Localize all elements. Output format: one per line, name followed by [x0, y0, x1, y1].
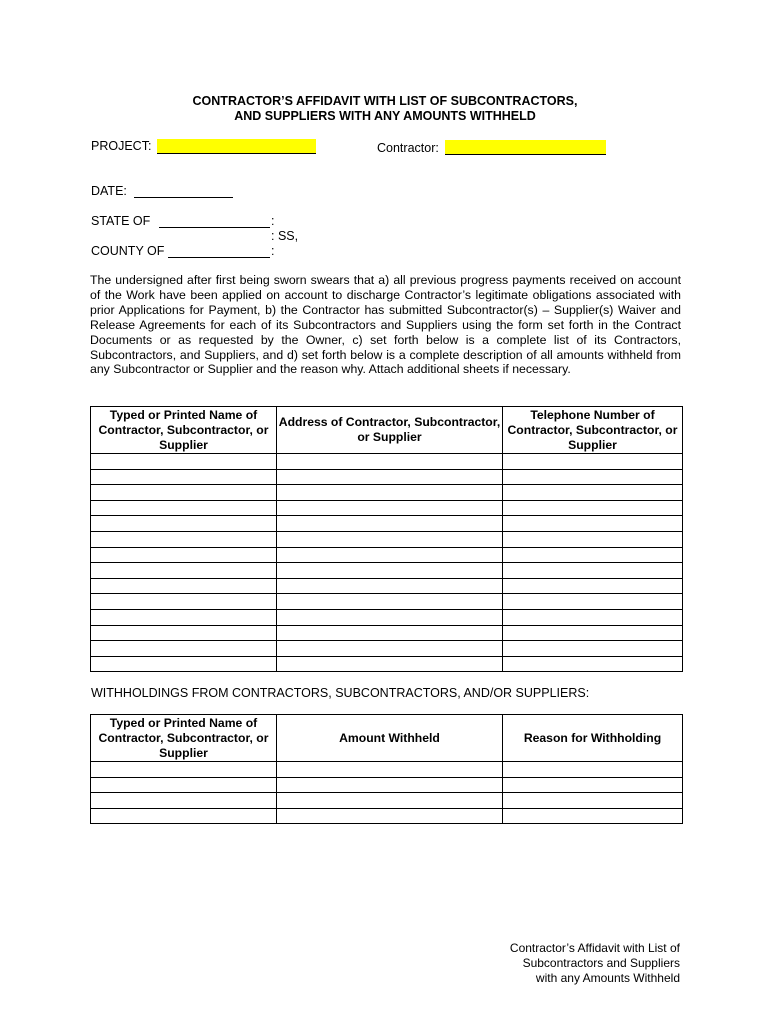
state-field[interactable]: [159, 227, 270, 228]
table-cell[interactable]: [277, 454, 503, 470]
table-cell[interactable]: [277, 656, 503, 672]
table-row: [91, 578, 683, 594]
table-cell[interactable]: [503, 578, 683, 594]
ss-label: : SS,: [271, 229, 299, 243]
table-row: [91, 547, 683, 563]
county-label: COUNTY OF: [91, 244, 165, 258]
table-cell[interactable]: [91, 762, 277, 778]
withholdings-heading: WITHHOLDINGS FROM CONTRACTORS, SUBCONTRACTORS, AND/OR SUPPLIERS:: [91, 686, 590, 700]
table-cell[interactable]: [277, 485, 503, 501]
date-field[interactable]: [134, 197, 233, 198]
table-row: [91, 531, 683, 547]
table-row: [91, 500, 683, 516]
date-label: DATE:: [91, 184, 127, 198]
project-field[interactable]: [157, 139, 316, 154]
table-cell[interactable]: [277, 808, 503, 824]
withholdings-table-body: [91, 762, 683, 824]
table-cell[interactable]: [91, 656, 277, 672]
withholdings-table: [90, 714, 683, 824]
table-cell[interactable]: [503, 531, 683, 547]
table-cell[interactable]: [503, 762, 683, 778]
table-cell[interactable]: [91, 578, 277, 594]
table-cell[interactable]: [91, 454, 277, 470]
table-cell[interactable]: [503, 656, 683, 672]
contractor-field[interactable]: [445, 140, 606, 155]
document-title-line-1: CONTRACTOR’S AFFIDAVIT WITH LIST OF SUBCONTRACTORS,: [192, 94, 578, 108]
table-row: [91, 656, 683, 672]
table-cell[interactable]: [503, 793, 683, 809]
table-cell[interactable]: [503, 777, 683, 793]
document-title-line-2: AND SUPPLIERS WITH ANY AMOUNTS WITHHELD: [234, 109, 536, 123]
county-colon: :: [271, 244, 275, 258]
subcontractor-table: [90, 406, 683, 672]
amount-withheld-header: Amount Withheld: [277, 715, 503, 762]
table-cell[interactable]: [91, 625, 277, 641]
state-label: STATE OF: [91, 214, 151, 228]
table-cell[interactable]: [277, 516, 503, 532]
table-cell[interactable]: [91, 516, 277, 532]
table-row: [91, 454, 683, 470]
table-cell[interactable]: [503, 454, 683, 470]
table-cell[interactable]: [91, 547, 277, 563]
table-cell[interactable]: [91, 641, 277, 657]
table-cell[interactable]: [91, 777, 277, 793]
table-row: [91, 594, 683, 610]
table-row: [91, 808, 683, 824]
name-column-header: Typed or Printed Name of Contractor, Subcontractor, or Supplier: [91, 407, 277, 454]
table-cell[interactable]: [91, 808, 277, 824]
table-cell[interactable]: [503, 594, 683, 610]
table-cell[interactable]: [503, 808, 683, 824]
footer: [510, 941, 680, 986]
table-cell[interactable]: [91, 469, 277, 485]
table-cell[interactable]: [503, 625, 683, 641]
table-cell[interactable]: [91, 485, 277, 501]
table-cell[interactable]: [277, 625, 503, 641]
table-row: [91, 777, 683, 793]
table-cell[interactable]: [277, 594, 503, 610]
name-column-header: Typed or Printed Name of Contractor, Subcontractor, or Supplier: [91, 715, 277, 762]
table-row: [91, 469, 683, 485]
table-row: [91, 563, 683, 579]
footer-line-1: Contractor’s Affidavit with List of: [509, 941, 680, 955]
table-row: [91, 609, 683, 625]
table-cell[interactable]: [91, 500, 277, 516]
contractor-label: Contractor:: [377, 141, 439, 155]
table-cell[interactable]: [503, 641, 683, 657]
table-cell[interactable]: [277, 531, 503, 547]
reason-header: Reason for Withholding: [503, 715, 683, 762]
table-cell[interactable]: [503, 469, 683, 485]
table-cell[interactable]: [277, 762, 503, 778]
table-cell[interactable]: [277, 793, 503, 809]
table-cell[interactable]: [503, 563, 683, 579]
table-cell[interactable]: [277, 563, 503, 579]
table-cell[interactable]: [503, 547, 683, 563]
county-field[interactable]: [168, 257, 270, 258]
table-row: [91, 516, 683, 532]
table-cell[interactable]: [503, 609, 683, 625]
table-cell[interactable]: [503, 516, 683, 532]
state-colon: :: [271, 214, 275, 228]
table-cell[interactable]: [91, 609, 277, 625]
footer-line-2: Subcontractors and Suppliers: [522, 956, 680, 970]
telephone-column-header: Telephone Number of Contractor, Subcontractor, or Supplier: [503, 407, 683, 454]
table-cell[interactable]: [91, 594, 277, 610]
table-row: [91, 793, 683, 809]
address-column-header: Address of Contractor, Subcontractor, or Supplier: [277, 407, 503, 454]
table-cell[interactable]: [91, 531, 277, 547]
table-cell[interactable]: [277, 500, 503, 516]
table-row: [91, 641, 683, 657]
table-cell[interactable]: [277, 547, 503, 563]
table-cell[interactable]: [503, 500, 683, 516]
footer-line-3: with any Amounts Withheld: [535, 971, 680, 985]
table-cell[interactable]: [277, 469, 503, 485]
table-row: [91, 762, 683, 778]
table-row: [91, 625, 683, 641]
subcontractor-table-body: [91, 454, 683, 672]
table-cell[interactable]: [277, 578, 503, 594]
table-cell[interactable]: [277, 641, 503, 657]
table-cell[interactable]: [91, 793, 277, 809]
affidavit-statement: The undersigned after first being sworn swears that a) all previous progress payments received on account of the Work have been applied on account to discharge Contractor’s legitimate obligations associated with prior Applications for Payment, b) the Contractor has submitted Subcontractor(s) – Supplier(s) Waiver and Release Agreements for each of its Subcontractors and Suppliers using the form set forth in the Contract Documents or as requested by the Owner, c) set forth below is a complete list of its Contractors, Subcontractors, and Suppliers, and d) set forth below is a complete description of all amounts withheld from any Subcontractor or Supplier and the reason why. Attach additional sheets if necessary.: [90, 273, 681, 377]
table-cell[interactable]: [91, 563, 277, 579]
table-cell[interactable]: [503, 485, 683, 501]
table-cell[interactable]: [277, 609, 503, 625]
project-label: PROJECT:: [91, 139, 152, 153]
table-row: [91, 485, 683, 501]
table-cell[interactable]: [277, 777, 503, 793]
